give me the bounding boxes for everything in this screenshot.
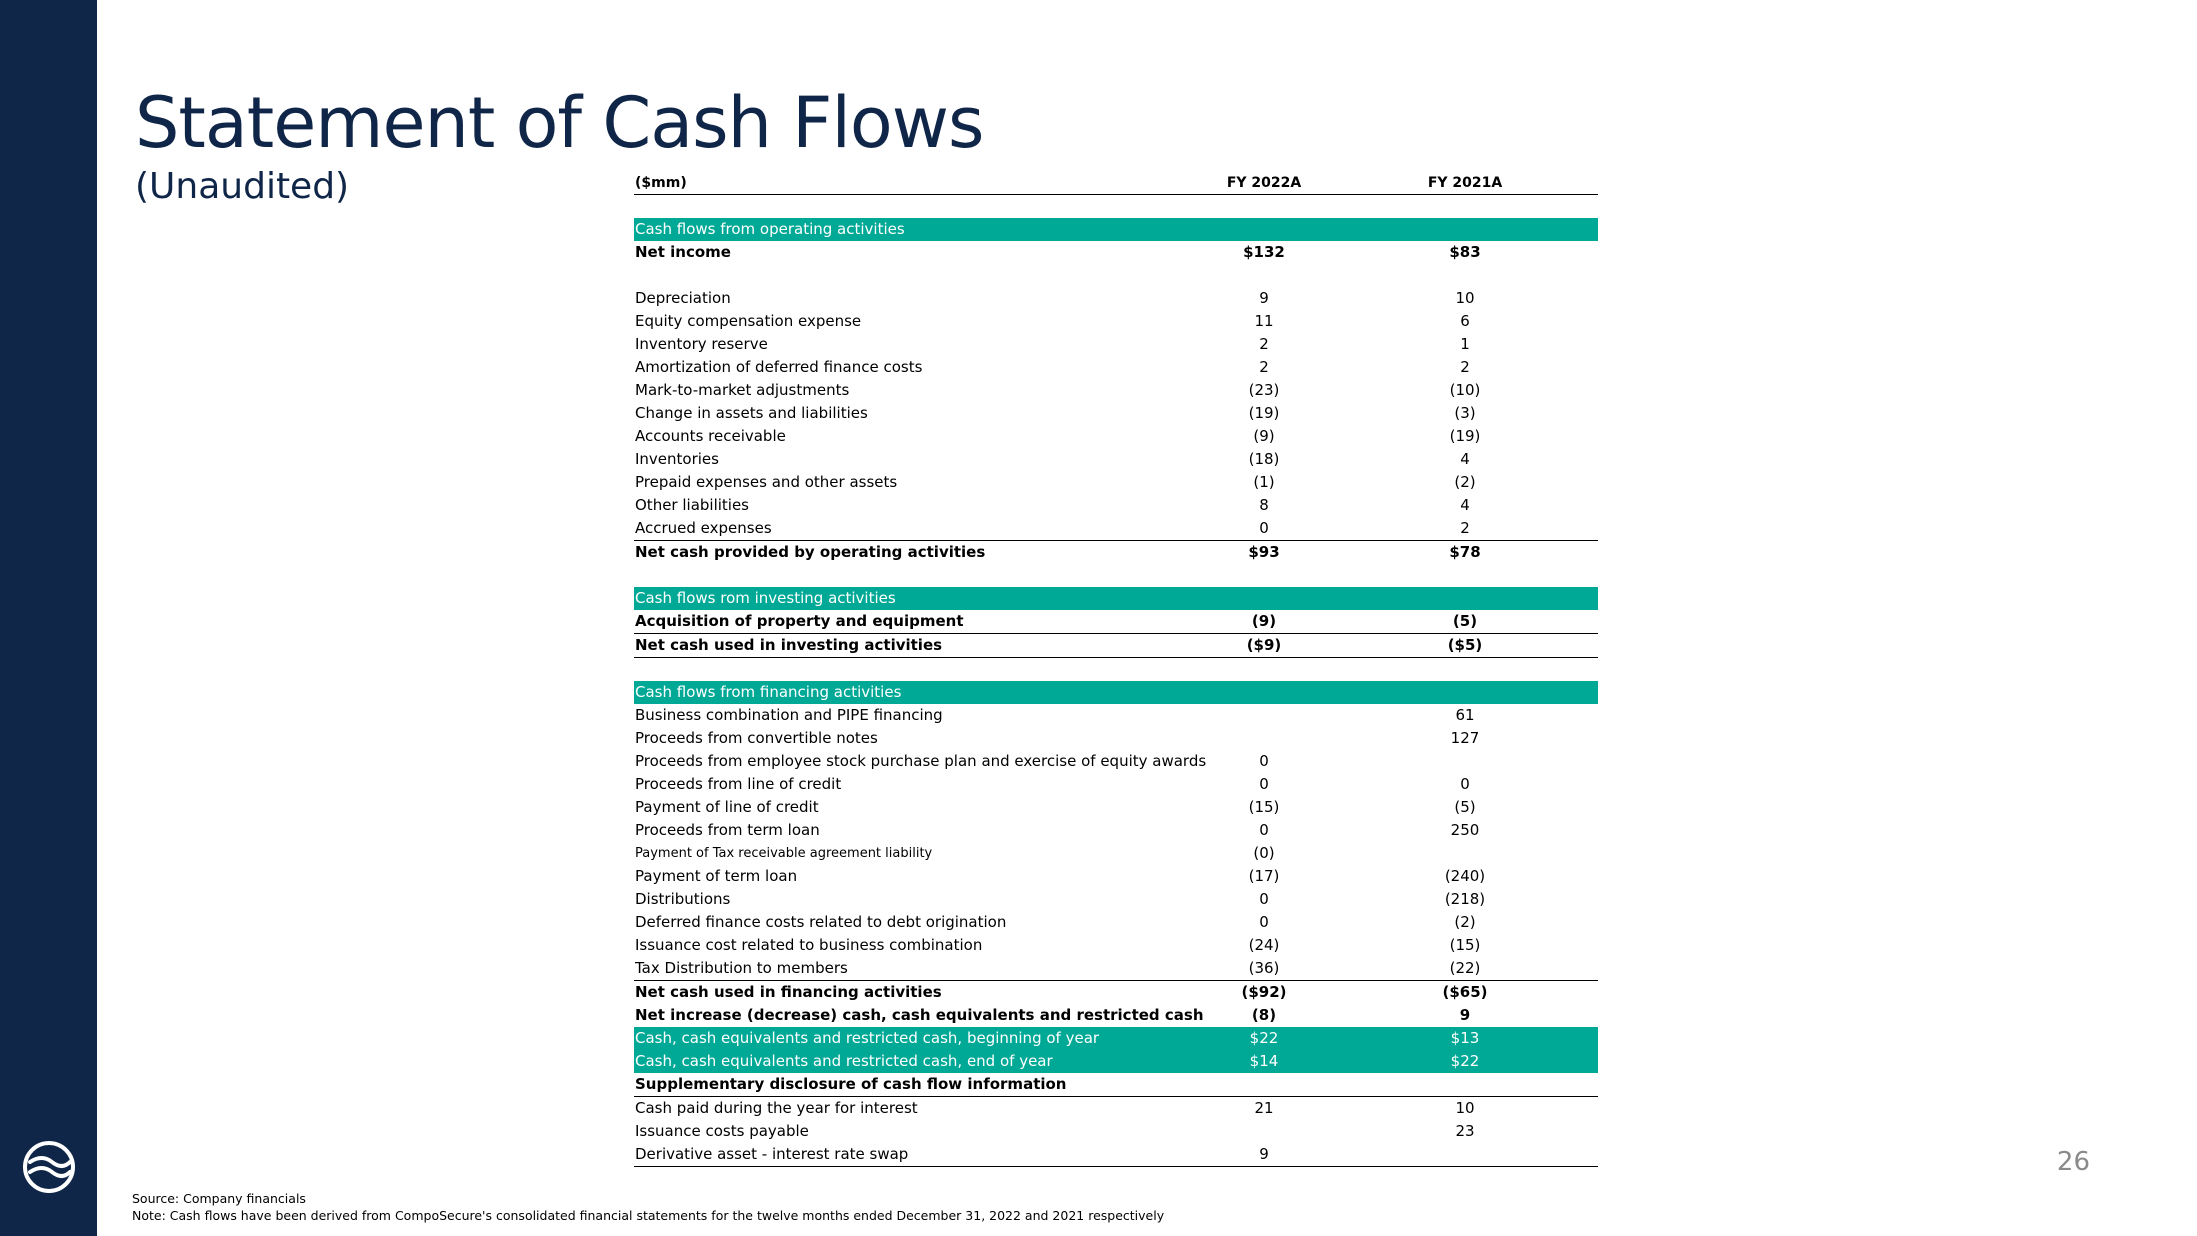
- row-label: Inventories: [635, 450, 719, 468]
- spacer-row: [634, 564, 1598, 587]
- value-fy2021: 2: [1460, 358, 1470, 376]
- value-fy2021: 127: [1450, 729, 1480, 747]
- value-fy2021: 6: [1460, 312, 1470, 330]
- value-fy2021: 0: [1460, 775, 1470, 793]
- table-row: [634, 1004, 1598, 1027]
- table-header: [634, 172, 1598, 195]
- table-row: [634, 425, 1598, 448]
- value-fy2021: 23: [1455, 1122, 1475, 1140]
- row-label: Amortization of deferred finance costs: [635, 358, 923, 376]
- table-row: [634, 517, 1598, 540]
- table-row: [634, 1120, 1598, 1143]
- value-fy2021: $22: [1450, 1052, 1480, 1070]
- row-label: Net cash used in financing activities: [635, 983, 942, 1001]
- value-fy2021: 1: [1460, 335, 1470, 353]
- table-row: [634, 727, 1598, 750]
- value-fy2022: $14: [1249, 1052, 1279, 1070]
- row-label: Acquisition of property and equipment: [635, 612, 964, 630]
- value-fy2022: 0: [1259, 519, 1269, 537]
- value-fy2022: 9: [1259, 1145, 1269, 1163]
- spacer-row: [634, 264, 1598, 287]
- table-row: [634, 819, 1598, 842]
- value-fy2022: (18): [1248, 450, 1280, 468]
- value-fy2021: (22): [1449, 959, 1481, 977]
- row-label: Accounts receivable: [635, 427, 786, 445]
- table-row: [634, 934, 1598, 957]
- value-fy2022: (23): [1248, 381, 1280, 399]
- row-label: Supplementary disclosure of cash flow information: [635, 1075, 1067, 1093]
- header-fy2022: FY 2022A: [1226, 175, 1302, 191]
- value-fy2022: $22: [1249, 1029, 1279, 1047]
- value-fy2022: 21: [1254, 1099, 1274, 1117]
- row-label: Issuance cost related to business combination: [635, 936, 983, 954]
- value-fy2022: 0: [1259, 890, 1269, 908]
- table-row: [634, 448, 1598, 471]
- source-note: Source: Company financials: [132, 1191, 306, 1206]
- value-fy2022: (0): [1253, 844, 1275, 862]
- row-label: Distributions: [635, 890, 731, 908]
- table-row: [634, 1027, 1598, 1050]
- row-label: Net income: [635, 243, 731, 261]
- row-label: Net cash used in investing activities: [635, 636, 943, 654]
- value-fy2021: (218): [1444, 890, 1486, 908]
- value-fy2021: 2: [1460, 519, 1470, 537]
- table-row: [634, 379, 1598, 402]
- row-label: Cash paid during the year for interest: [635, 1099, 918, 1117]
- row-label: Tax Distribution to members: [635, 959, 848, 977]
- row-label: Business combination and PIPE financing: [635, 706, 943, 724]
- section-header-row: [634, 587, 1598, 610]
- page-number: 26: [2056, 1147, 2090, 1177]
- row-label: Depreciation: [635, 289, 731, 307]
- value-fy2021: (3): [1454, 404, 1476, 422]
- row-label: Deferred finance costs related to debt origination: [635, 913, 1007, 931]
- value-fy2021: (2): [1454, 913, 1476, 931]
- row-label: Proceeds from line of credit: [635, 775, 842, 793]
- table-row: [634, 1050, 1598, 1073]
- value-fy2022: 11: [1254, 312, 1274, 330]
- value-fy2021: 10: [1455, 1099, 1475, 1117]
- row-label: Payment of term loan: [635, 867, 798, 885]
- table-row: [634, 773, 1598, 796]
- value-fy2022: (1): [1253, 473, 1275, 491]
- table-row: [634, 957, 1598, 981]
- row-label: Proceeds from employee stock purchase plan and exercise of equity awards: [635, 752, 1207, 770]
- value-fy2022: (19): [1248, 404, 1280, 422]
- row-label: Issuance costs payable: [635, 1122, 809, 1140]
- row-label: Cash flows from financing activities: [635, 683, 902, 701]
- value-fy2021: 250: [1450, 821, 1480, 839]
- value-fy2022: 9: [1259, 289, 1269, 307]
- row-label: Cash flows from operating activities: [635, 220, 905, 238]
- row-label: Proceeds from term loan: [635, 821, 820, 839]
- page-title: Statement of Cash Flows: [135, 82, 984, 164]
- table-row: [634, 241, 1598, 264]
- value-fy2021: 61: [1455, 706, 1475, 724]
- table-row: [634, 842, 1598, 865]
- table-row: [634, 1073, 1598, 1097]
- table-row: [634, 287, 1598, 310]
- value-fy2021: ($65): [1442, 983, 1488, 1001]
- row-label: Net cash provided by operating activities: [635, 543, 986, 561]
- value-fy2022: 0: [1259, 913, 1269, 931]
- cash-flow-table: [634, 172, 1598, 1167]
- value-fy2021: (10): [1449, 381, 1481, 399]
- value-fy2022: (17): [1248, 867, 1280, 885]
- section-header-row: [634, 218, 1598, 241]
- value-fy2022: (36): [1248, 959, 1280, 977]
- value-fy2021: (15): [1449, 936, 1481, 954]
- table-row: [634, 634, 1598, 658]
- value-fy2022: (9): [1253, 427, 1275, 445]
- table-row: [634, 402, 1598, 425]
- section-header-row: [634, 681, 1598, 704]
- table-row: [634, 310, 1598, 333]
- value-fy2022: 2: [1259, 358, 1269, 376]
- table-row: [634, 333, 1598, 356]
- row-label: Accrued expenses: [635, 519, 772, 537]
- value-fy2021: $13: [1450, 1029, 1480, 1047]
- value-fy2022: $132: [1243, 243, 1285, 261]
- value-fy2021: 4: [1460, 496, 1470, 514]
- table-row: [634, 471, 1598, 494]
- table-row: [634, 704, 1598, 727]
- table-row: [634, 494, 1598, 517]
- value-fy2022: ($92): [1241, 983, 1287, 1001]
- table-row: [634, 610, 1598, 634]
- value-fy2021: 9: [1459, 1006, 1471, 1024]
- row-label: Proceeds from convertible notes: [635, 729, 878, 747]
- value-fy2021: $83: [1449, 243, 1481, 261]
- table-row: [634, 356, 1598, 379]
- value-fy2021: (2): [1454, 473, 1476, 491]
- row-label: Payment of line of credit: [635, 798, 819, 816]
- table-row: [634, 750, 1598, 773]
- value-fy2021: (240): [1444, 867, 1486, 885]
- header-unit-label: ($mm): [635, 175, 687, 191]
- table-row: [634, 865, 1598, 888]
- row-label: Cash flows rom investing activities: [635, 589, 896, 607]
- spacer-row: [634, 658, 1598, 681]
- value-fy2022: (15): [1248, 798, 1280, 816]
- value-fy2022: 8: [1259, 496, 1269, 514]
- row-label: Prepaid expenses and other assets: [635, 473, 898, 491]
- value-fy2022: 0: [1259, 752, 1269, 770]
- table-row: [634, 1143, 1598, 1167]
- value-fy2021: (19): [1449, 427, 1481, 445]
- value-fy2022: (24): [1248, 936, 1280, 954]
- value-fy2022: $93: [1248, 543, 1280, 561]
- footnotes: [132, 1190, 1164, 1224]
- value-fy2021: (5): [1452, 612, 1478, 630]
- row-label: Net increase (decrease) cash, cash equivalents and restricted cash: [635, 1006, 1204, 1024]
- methodology-note: Note: Cash flows have been derived from CompoSecure's consolidated financial statements for the twelve months ended December 31, 2022 and 2021 respectively: [132, 1208, 1165, 1223]
- value-fy2021: ($5): [1447, 636, 1483, 654]
- value-fy2021: $78: [1449, 543, 1481, 561]
- row-label: Cash, cash equivalents and restricted cash, end of year: [635, 1052, 1053, 1070]
- sidebar-band: [0, 0, 97, 1236]
- row-label: Mark-to-market adjustments: [635, 381, 850, 399]
- spacer-row: [634, 195, 1598, 218]
- table-body: [634, 195, 1598, 1167]
- table-row: [634, 888, 1598, 911]
- row-label: Cash, cash equivalents and restricted cash, beginning of year: [635, 1029, 1100, 1047]
- table-row: [634, 540, 1598, 564]
- table-row: [634, 911, 1598, 934]
- row-label: Derivative asset - interest rate swap: [635, 1145, 909, 1163]
- row-label: Change in assets and liabilities: [635, 404, 868, 422]
- row-label: Inventory reserve: [635, 335, 768, 353]
- value-fy2022: (9): [1251, 612, 1277, 630]
- page-subtitle: (Unaudited): [135, 166, 350, 207]
- row-label: Payment of Tax receivable agreement liability: [635, 846, 933, 861]
- table-row: [634, 1097, 1598, 1120]
- table-row: [634, 796, 1598, 819]
- value-fy2022: ($9): [1246, 636, 1282, 654]
- table-row: [634, 981, 1598, 1004]
- value-fy2021: 10: [1455, 289, 1475, 307]
- row-label: Equity compensation expense: [635, 312, 862, 330]
- value-fy2022: 0: [1259, 775, 1269, 793]
- row-label: Other liabilities: [635, 496, 750, 514]
- value-fy2021: (5): [1454, 798, 1476, 816]
- header-fy2021: FY 2021A: [1427, 175, 1503, 191]
- value-fy2021: 4: [1460, 450, 1470, 468]
- company-logo-icon: [22, 1140, 76, 1194]
- value-fy2022: 2: [1259, 335, 1269, 353]
- value-fy2022: 0: [1259, 821, 1269, 839]
- value-fy2022: (8): [1251, 1006, 1277, 1024]
